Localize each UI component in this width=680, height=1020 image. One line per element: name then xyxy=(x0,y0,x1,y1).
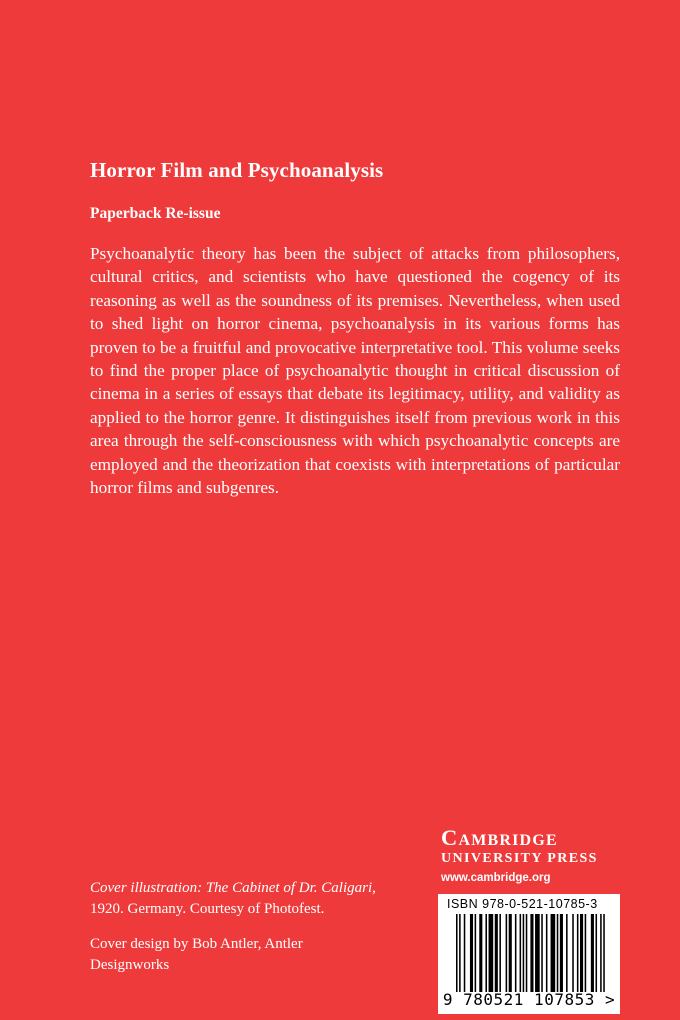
design-credit-line2: Designworks xyxy=(90,957,170,973)
barcode-bar xyxy=(464,914,466,992)
barcode-bar xyxy=(551,914,556,992)
barcode-bar xyxy=(479,914,482,992)
barcode-bar xyxy=(577,914,579,992)
publisher-logo xyxy=(441,826,621,884)
barcode-bar xyxy=(546,914,548,992)
barcode-panel xyxy=(438,894,620,1014)
barcode-bar xyxy=(509,914,512,992)
publisher-name: Cambridge xyxy=(441,825,558,850)
publisher-url: www.cambridge.org xyxy=(441,872,551,884)
barcode-bar xyxy=(530,914,533,992)
illustration-title: The Cabinet of Dr. Caligari, xyxy=(205,880,376,896)
barcode-bar xyxy=(560,914,563,992)
barcode-bar xyxy=(459,914,461,992)
barcode-bar xyxy=(499,914,501,992)
illustration-label: Cover illustration: xyxy=(90,880,203,896)
design-credit-line1: Cover design by Bob Antler, Antler xyxy=(90,936,303,952)
barcode-bar xyxy=(591,914,594,992)
publisher-subname: UNIVERSITY PRESS xyxy=(441,851,598,866)
barcode-bar xyxy=(515,914,517,992)
barcode-bar xyxy=(523,914,525,992)
cover-credits xyxy=(90,878,410,976)
barcode-bar xyxy=(520,914,522,992)
barcode-bar xyxy=(526,914,528,992)
book-title: Horror Film and Psychoanalysis xyxy=(90,158,384,182)
barcode-bar xyxy=(603,914,605,992)
barcode-bar xyxy=(495,914,498,992)
barcode-digits: 9 780521 107853 > xyxy=(442,990,616,1009)
edition-label: Paperback Re-issue xyxy=(90,205,221,222)
barcode-bar xyxy=(566,914,568,992)
barcode-bar xyxy=(535,914,540,992)
barcode-bar xyxy=(485,914,487,992)
barcode-bar xyxy=(506,914,508,992)
barcode-bar xyxy=(557,914,559,992)
book-blurb: Psychoanalytic theory has been the subject of attacks from philosophers, cultural critics, and scientists who have questioned the cogency of its reasoning as well as the soundness of its premises. Nevertheless, when used to shed light on horror cinema, psychoanalysis in its various forms has proven to be a fruitful and provocative interpretative tool. This volume seeks to find the proper place of psychoanalytic thought in critical discussion of cinema in a series of essays that debate its legitimacy, utility, and validity as applied to the horror genre. It distinguishes itself from previous work in this area through the self-consciousness with which psychoanalytic concepts are employed and the theorization that coexists with interpretations of particular horror films and subgenres. xyxy=(90,244,620,498)
illustration-detail: 1920. Germany. Courtesy of Photofest. xyxy=(90,901,325,917)
barcode-bar xyxy=(596,914,598,992)
barcode-bar xyxy=(585,914,587,992)
barcode-bar xyxy=(456,914,458,992)
barcode-bar xyxy=(580,914,583,992)
barcode-bar xyxy=(600,914,602,992)
barcode-bar xyxy=(489,914,494,992)
barcode-bar xyxy=(541,914,543,992)
illustration-credit xyxy=(90,878,410,899)
barcode-bars xyxy=(456,914,610,992)
barcode-bar xyxy=(572,914,574,992)
isbn-text: ISBN 978-0-521-10785-3 xyxy=(447,897,598,911)
barcode-bar xyxy=(470,914,473,992)
barcode-bar xyxy=(475,914,477,992)
